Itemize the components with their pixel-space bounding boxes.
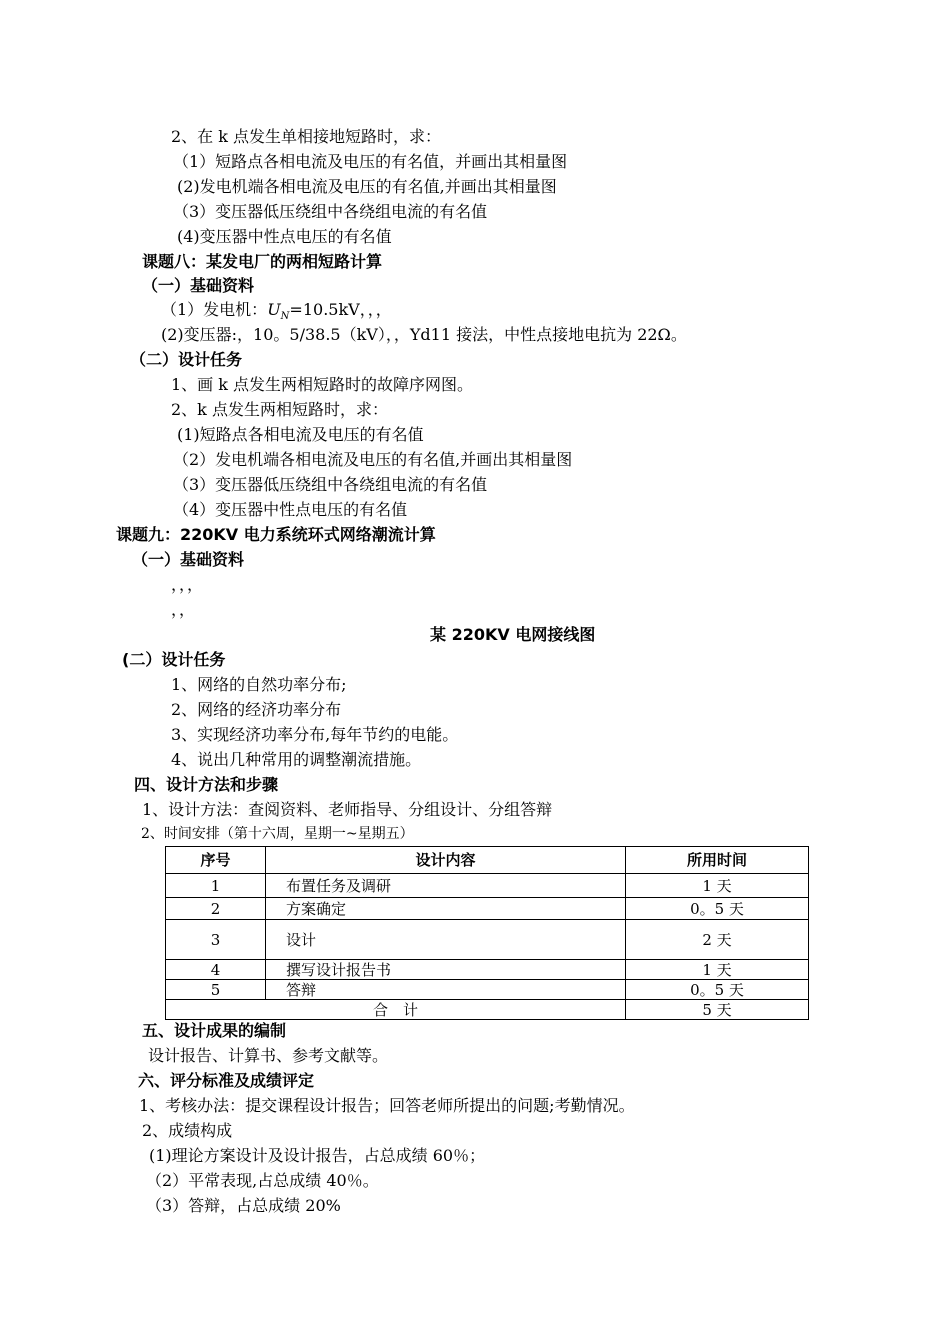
section-8-title: 课题八：某发电厂的两相短路计算	[142, 252, 383, 271]
section-9-basic-heading: （一）基础资料	[132, 550, 245, 569]
schedule-heading: 2、时间安排（第十六周，星期一~星期五）	[141, 826, 414, 842]
list-item: 1、网络的自然功率分布;	[171, 675, 347, 694]
row-time: 2 天	[626, 920, 809, 960]
list-item: 2、网络的经济功率分布	[171, 700, 342, 719]
list-item: (4)变压器中性点电压的有名值	[177, 227, 392, 246]
table-row	[166, 874, 809, 898]
list-item: （1）短路点各相电流及电压的有名值，并画出其相量图	[173, 152, 568, 171]
list-item: （3）答辩，占总成绩 20%	[146, 1196, 341, 1215]
part-6-heading: 六、评分标准及成绩评定	[138, 1071, 315, 1090]
table-total-row	[166, 1000, 809, 1020]
row-content: 设计	[266, 920, 626, 960]
list-item: （4）变压器中性点电压的有名值	[173, 500, 408, 519]
section-8-basic-heading: （一）基础资料	[142, 276, 255, 295]
row-content: 答辩	[266, 980, 626, 1000]
row-time: 1 天	[626, 874, 809, 898]
list-item: (1)理论方案设计及设计报告，占总成绩 60％；	[149, 1146, 486, 1165]
grade-composition-heading: 2、成绩构成	[142, 1121, 233, 1140]
row-content: 布置任务及调研	[266, 874, 626, 898]
list-item: (1)短路点各相电流及电压的有名值	[177, 425, 424, 444]
table-row	[166, 960, 809, 980]
basic-data-line-1: ，，，	[171, 575, 204, 594]
row-content: 方案确定	[266, 898, 626, 920]
transformer-line: (2)变压器:，10。5/38.5（kV），，Yd11 接法，中性点接地电抗为 22Ω。	[161, 325, 687, 344]
section-9-title: 课题九：220KV 电力系统环式网络潮流计算	[116, 525, 436, 544]
deliverables-text: 设计报告、计算书、参考文献等。	[148, 1046, 389, 1065]
part-4-heading: 四、设计方法和步骤	[134, 775, 279, 794]
list-item: 3、实现经济功率分布,每年节约的电能。	[171, 725, 459, 744]
table-row	[166, 920, 809, 960]
list-item: (2)发电机端各相电流及电压的有名值,并画出其相量图	[177, 177, 557, 196]
row-number: 2	[166, 898, 266, 920]
assessment-method: 1、考核办法：提交课程设计报告；回答老师所提出的问题;考勤情况。	[139, 1096, 635, 1115]
voltage-subscript: N	[280, 311, 290, 323]
voltage-symbol: U	[267, 300, 281, 319]
list-item: （2）发电机端各相电流及电压的有名值,并画出其相量图	[173, 450, 573, 469]
part-5-heading: 五、设计成果的编制	[142, 1021, 287, 1040]
total-time: 5 天	[626, 1000, 809, 1020]
list-item: 4、说出几种常用的调整潮流措施。	[171, 750, 422, 769]
list-item: （3）变压器低压绕组中各绕组电流的有名值	[173, 475, 488, 494]
diagram-caption: 某 220KV 电网接线图	[430, 625, 596, 644]
column-header: 所用时间	[626, 847, 809, 874]
design-method: 1、设计方法：查阅资料、老师指导、分组设计、分组答辩	[142, 800, 553, 819]
table-row	[166, 898, 809, 920]
task-1-sequence-network: 1、画 k 点发生两相短路时的故障序网图。	[171, 375, 474, 394]
generator-prefix: （1）发电机：	[161, 300, 268, 319]
task-2-single-phase: 2、在 k 点发生单相接地短路时，求：	[171, 127, 442, 146]
row-number: 4	[166, 960, 266, 980]
basic-data-line-2: ，，	[171, 600, 196, 619]
column-header: 序号	[166, 847, 266, 874]
task-2-two-phase: 2、k 点发生两相短路时，求：	[171, 400, 388, 419]
column-header: 设计内容	[266, 847, 626, 874]
section-8-task-heading: （二）设计任务	[130, 350, 243, 369]
list-item: （3）变压器低压绕组中各绕组电流的有名值	[173, 202, 488, 221]
row-time: 1 天	[626, 960, 809, 980]
row-number: 3	[166, 920, 266, 960]
schedule-table	[165, 846, 809, 1020]
row-number: 5	[166, 980, 266, 1000]
row-content: 撰写设计报告书	[266, 960, 626, 980]
table-header-row	[166, 847, 809, 874]
row-time: 0。5 天	[626, 980, 809, 1000]
total-label: 合 计	[166, 1000, 626, 1020]
list-item: （2）平常表现,占总成绩 40％。	[146, 1171, 379, 1190]
row-time: 0。5 天	[626, 898, 809, 920]
row-number: 1	[166, 874, 266, 898]
table-row	[166, 980, 809, 1000]
generator-suffix: =10.5kV，，，	[289, 300, 392, 319]
section-9-task-heading: (二）设计任务	[122, 650, 226, 669]
